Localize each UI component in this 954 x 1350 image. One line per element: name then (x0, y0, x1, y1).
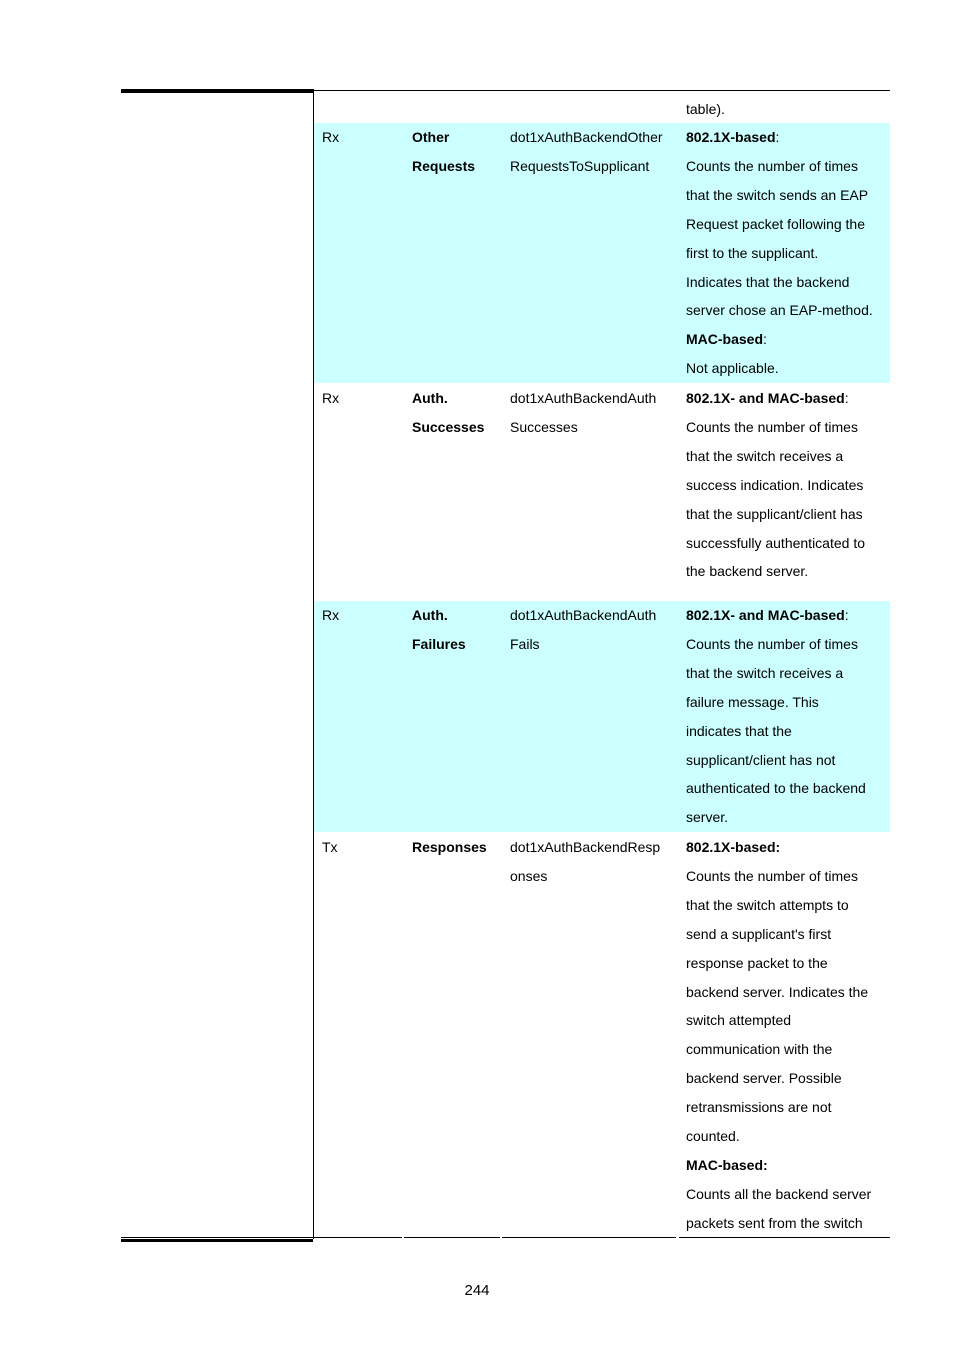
mib-name-cell: dot1xAuthBackendAuth Fails (510, 607, 657, 652)
description-heading: 802.1X- and MAC-based (686, 390, 845, 406)
description-line: Counts all the backend server (686, 1185, 872, 1202)
description-line (686, 833, 871, 862)
description-line: Counts the number of times (686, 867, 858, 884)
description-line: indicates that the (686, 722, 792, 739)
description-line: first to the supplicant. (686, 244, 819, 261)
description-cell (686, 384, 865, 586)
description-line: counted. (686, 1128, 740, 1145)
direction-cell: Rx (322, 607, 340, 623)
continuation-text: table). (686, 101, 725, 117)
table-row-continuation (314, 91, 890, 123)
description-line: Indicates that the backend (686, 273, 850, 290)
description-line: server chose an EAP-method. (686, 302, 873, 319)
description-line: switch attempted (686, 1012, 792, 1029)
description-heading: 802.1X-based: (686, 839, 781, 855)
description-line: 802.1X- and MAC-based: (686, 390, 849, 406)
description-line: supplicant/client has not (686, 751, 836, 768)
direction-cell: Rx (322, 390, 340, 406)
description-line: failure message. This (686, 693, 819, 710)
direction-cell: Rx (322, 129, 340, 145)
left-column-bottom-double-rule (121, 1237, 313, 1242)
table-row (314, 601, 890, 832)
description-line: that the switch attempts to (686, 896, 849, 913)
counter-name-cell: Auth. Failures (412, 607, 466, 652)
mib-name-cell: dot1xAuthBackendAuth Successes (510, 390, 657, 435)
description-cell (686, 833, 871, 1238)
description-line: 802.1X-based: (686, 129, 780, 145)
description-line: Counts the number of times (686, 418, 858, 435)
description-heading: 802.1X-based (686, 129, 776, 145)
description-cell (686, 601, 866, 832)
direction-cell: Tx (322, 839, 338, 855)
table-bottom-rule (404, 1237, 500, 1238)
description-line (686, 1151, 871, 1180)
mib-name-cell: dot1xAuthBackendResp onses (510, 839, 661, 884)
description-line: backend server. Possible (686, 1070, 842, 1087)
description-line: response packet to the (686, 954, 828, 971)
description-heading: MAC-based: (686, 1156, 768, 1173)
description-line: that the supplicant/client has (686, 505, 863, 522)
table-row (314, 833, 890, 1237)
description-line: success indication. Indicates (686, 476, 864, 493)
description-line: packets sent from the switch (686, 1214, 863, 1231)
description-line: server. (686, 809, 729, 826)
description-line: Request packet following the (686, 215, 865, 232)
description-line: that the switch receives a (686, 664, 844, 681)
description-line: authenticated to the backend (686, 780, 866, 797)
counter-name-cell: Responses (412, 839, 487, 855)
description-line: Counts the number of times (686, 157, 858, 174)
table-row (314, 384, 890, 601)
description-line: successfully authenticated to (686, 534, 865, 551)
description-line: MAC-based: (686, 331, 767, 348)
description-line: Counts the number of times (686, 635, 858, 652)
description-heading: 802.1X- and MAC-based (686, 607, 845, 623)
counter-name-cell: Other Requests (412, 129, 476, 174)
description-line: communication with the (686, 1041, 833, 1058)
page-number: 244 (464, 1282, 490, 1299)
description-line: the backend server. (686, 563, 809, 580)
description-line: that the switch receives a (686, 447, 844, 464)
description-line: that the switch sends an EAP (686, 186, 869, 203)
description-line: send a supplicant's first (686, 925, 832, 942)
table-bottom-rule (502, 1237, 676, 1238)
description-heading: MAC-based (686, 331, 764, 348)
description-line: Not applicable. (686, 360, 779, 377)
table-bottom-rule (679, 1237, 890, 1238)
table-bottom-rule (314, 1237, 402, 1238)
counter-name-cell: Auth. Successes (412, 390, 485, 435)
description-cell (686, 123, 873, 383)
description-line: backend server. Indicates the (686, 983, 869, 1000)
table-row (314, 123, 890, 383)
mib-name-cell: dot1xAuthBackendOther RequestsToSupplicant (510, 129, 663, 174)
description-line: retransmissions are not (686, 1099, 832, 1116)
left-column-top-double-rule (121, 89, 313, 93)
description-line: 802.1X- and MAC-based: (686, 607, 849, 623)
